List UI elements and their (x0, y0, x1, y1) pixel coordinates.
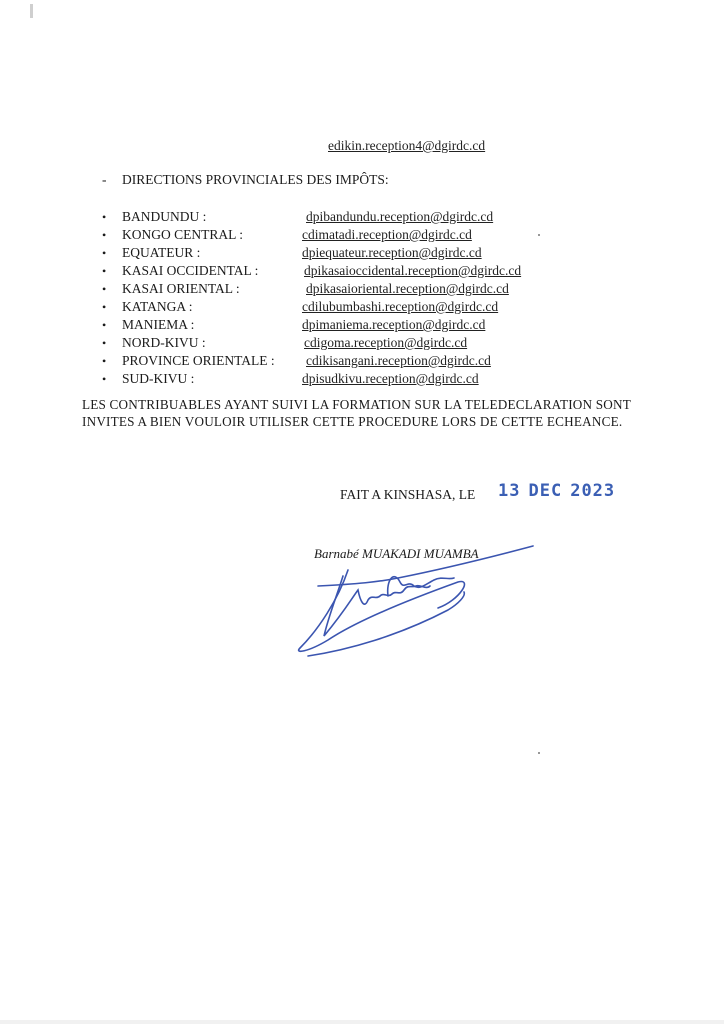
direction-email[interactable]: cdimatadi.reception@dgirdc.cd (302, 227, 472, 242)
direction-email[interactable]: dpikasaioriental.reception@dgirdc.cd (306, 281, 509, 296)
date-day: 13 (498, 481, 521, 501)
handwritten-signature (288, 540, 548, 670)
scan-edge (0, 1020, 724, 1024)
heading-text: DIRECTIONS PROVINCIALES DES IMPÔTS: (122, 172, 389, 187)
date-month: DEC (528, 481, 563, 501)
bullet-icon: • (102, 282, 107, 296)
direction-row (102, 226, 582, 244)
bullet-icon: • (102, 354, 107, 368)
bullet-icon: • (102, 300, 107, 314)
direction-email[interactable]: dpibandundu.reception@dgirdc.cd (306, 209, 494, 224)
direction-row (102, 208, 582, 226)
signer-name: Barnabé MUAKADI MUAMBA (314, 546, 479, 561)
heading-dash: - (102, 172, 107, 187)
direction-name: PROVINCE ORIENTALE : (122, 353, 275, 368)
direction-row (102, 352, 582, 370)
date-year: 2023 (570, 481, 616, 501)
direction-row (102, 370, 582, 388)
direction-row (102, 316, 582, 334)
direction-email[interactable]: dpikasaioccidental.reception@dgirdc.cd (304, 263, 522, 278)
direction-name: EQUATEUR : (122, 245, 201, 260)
bullet-icon: • (102, 246, 107, 260)
date-stamp (498, 481, 623, 501)
direction-name: NORD-KIVU : (122, 335, 206, 350)
place-line: FAIT A KINSHASA, LE (340, 487, 476, 502)
directions-list (102, 208, 582, 388)
bullet-icon: • (102, 228, 107, 242)
direction-row (102, 262, 582, 280)
direction-email[interactable]: cdikisangani.reception@dgirdc.cd (306, 353, 491, 368)
direction-name: BANDUNDU : (122, 209, 207, 224)
direction-name: KATANGA : (122, 299, 193, 314)
top-email[interactable]: edikin.reception4@dgirdc.cd (328, 138, 486, 153)
scan-mark (30, 4, 33, 18)
direction-row (102, 280, 582, 298)
direction-name: KONGO CENTRAL : (122, 227, 243, 242)
direction-row (102, 244, 582, 262)
direction-name: MANIEMA : (122, 317, 195, 332)
direction-row (102, 298, 582, 316)
direction-name: KASAI ORIENTAL : (122, 281, 240, 296)
notice-paragraph: LES CONTRIBUABLES AYANT SUIVI LA FORMATION SUR LA TELEDECLARATION SONT INVITES A BIEN VOULOIR UTILISER CETTE PROCEDURE LORS DE CETTE ECHEANCE. (82, 397, 631, 429)
scan-speck (538, 234, 540, 236)
bullet-icon: • (102, 264, 107, 278)
direction-email[interactable]: dpiequateur.reception@dgirdc.cd (302, 245, 482, 260)
direction-email[interactable]: cdilubumbashi.reception@dgirdc.cd (302, 299, 499, 314)
section-heading (102, 172, 389, 188)
bullet-icon: • (102, 210, 107, 224)
bullet-icon: • (102, 318, 107, 332)
direction-email[interactable]: dpimaniema.reception@dgirdc.cd (302, 317, 486, 332)
direction-name: SUD-KIVU : (122, 371, 195, 386)
scan-speck (538, 752, 540, 754)
direction-name: KASAI OCCIDENTAL : (122, 263, 259, 278)
direction-email[interactable]: dpisudkivu.reception@dgirdc.cd (302, 371, 479, 386)
bullet-icon: • (102, 372, 107, 386)
bullet-icon: • (102, 336, 107, 350)
direction-email[interactable]: cdigoma.reception@dgirdc.cd (304, 335, 468, 350)
direction-row (102, 334, 582, 352)
